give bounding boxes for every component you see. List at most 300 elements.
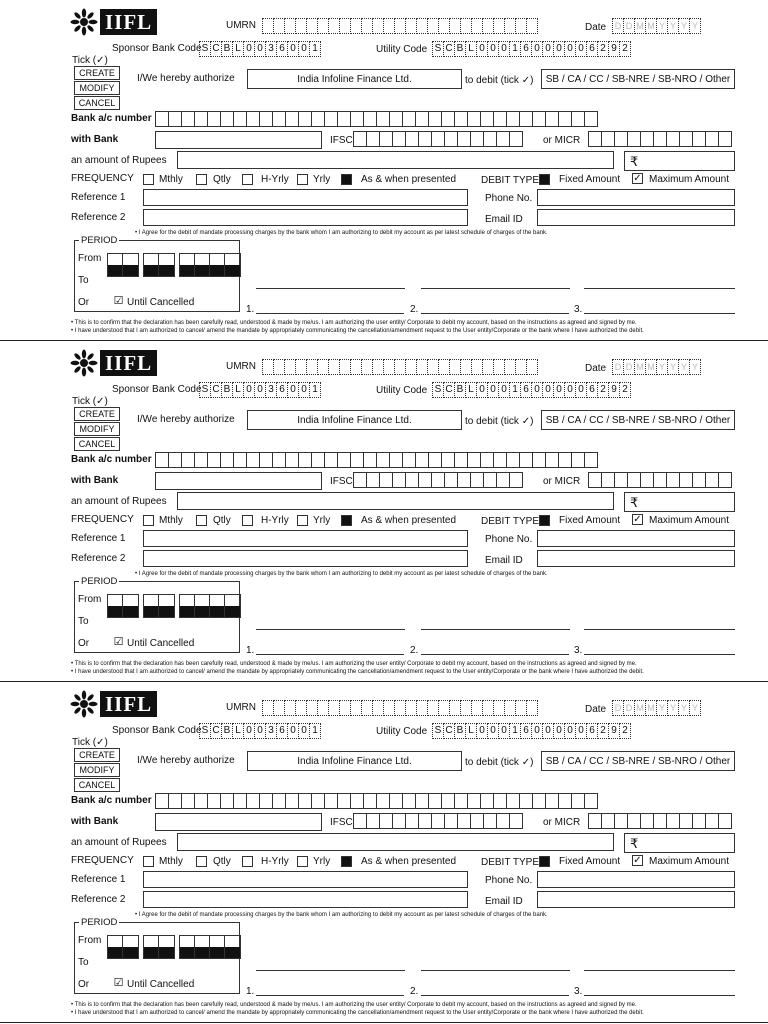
ifsc-field-cell[interactable] — [444, 472, 458, 488]
bank-account-number-field-cell[interactable] — [584, 111, 598, 127]
cancel-option[interactable]: CANCEL — [74, 96, 120, 110]
bank-account-number-field-cell[interactable] — [220, 793, 234, 809]
micr-field-cell[interactable] — [640, 131, 654, 147]
sponsor-bank-code-cell[interactable]: 0 — [287, 723, 299, 739]
utility-code-cell[interactable]: 6 — [520, 382, 532, 398]
bank-account-number-field-cell[interactable] — [246, 111, 260, 127]
email-field[interactable] — [537, 550, 735, 567]
micr-field-cell[interactable] — [705, 472, 719, 488]
utility-code-cell[interactable]: 6 — [586, 723, 598, 739]
micr-field-cell[interactable] — [588, 131, 602, 147]
utility-code-cell[interactable]: 0 — [553, 41, 565, 57]
bank-account-number-field-cell[interactable] — [207, 452, 221, 468]
ifsc-field-cell[interactable] — [366, 813, 380, 829]
date-field-cell[interactable]: M — [645, 18, 657, 34]
utility-code-cell[interactable]: 0 — [476, 723, 488, 739]
bank-account-number-field-cell[interactable] — [337, 452, 351, 468]
bank-account-number-field-cell[interactable] — [298, 452, 312, 468]
sponsor-bank-code-cell[interactable]: 6 — [276, 723, 288, 739]
utility-code-cell[interactable]: 1 — [509, 382, 521, 398]
ifsc-field-cell[interactable] — [457, 472, 471, 488]
bank-account-number-field-cell[interactable] — [376, 111, 390, 127]
sponsor-bank-code-cell[interactable]: C — [210, 41, 222, 57]
bank-account-number-field-cell[interactable] — [571, 793, 585, 809]
until-cancelled-checkbox[interactable]: ☑ — [113, 636, 124, 648]
bank-account-number-field-cell[interactable] — [155, 452, 169, 468]
until-cancelled-checkbox[interactable]: ☑ — [113, 977, 124, 989]
utility-code-cell[interactable]: 2 — [619, 41, 631, 57]
date-field-cell[interactable]: Y — [689, 18, 701, 34]
micr-field-cell[interactable] — [705, 131, 719, 147]
utility-code-cell[interactable]: 1 — [509, 41, 521, 57]
frequency-checkbox[interactable] — [341, 174, 352, 185]
account-type-field[interactable] — [541, 751, 735, 771]
bank-account-number-field-cell[interactable] — [155, 793, 169, 809]
utility-code-cell[interactable]: C — [443, 382, 455, 398]
ifsc-field-cell[interactable] — [431, 472, 445, 488]
bank-account-number-field-cell[interactable] — [532, 793, 546, 809]
bank-account-number-field-cell[interactable] — [298, 111, 312, 127]
utility-code-cell[interactable]: 6 — [586, 41, 598, 57]
email-field[interactable] — [537, 891, 735, 908]
ifsc-field-cell[interactable] — [418, 813, 432, 829]
cancel-option[interactable]: CANCEL — [74, 437, 120, 451]
bank-account-number-field-cell[interactable] — [415, 111, 429, 127]
bank-account-number-field-cell[interactable] — [285, 793, 299, 809]
date-field[interactable] — [612, 359, 700, 375]
micr-field-cell[interactable] — [692, 131, 706, 147]
utility-code-cell[interactable]: 0 — [531, 382, 543, 398]
bank-account-number-field-cell[interactable] — [506, 452, 520, 468]
umrn-field-cell[interactable] — [526, 700, 538, 716]
sponsor-bank-code-cell[interactable]: 1 — [309, 723, 321, 739]
bank-account-number-field-cell[interactable] — [389, 452, 403, 468]
micr-field-cell[interactable] — [679, 813, 693, 829]
utility-code-cell[interactable]: 6 — [520, 41, 532, 57]
micr-field-cell[interactable] — [666, 131, 680, 147]
utility-code[interactable] — [432, 382, 630, 398]
frequency-checkbox[interactable] — [341, 515, 352, 526]
frequency-checkbox[interactable] — [242, 856, 253, 867]
period-date-group[interactable] — [107, 594, 139, 618]
bank-account-number-field-cell[interactable] — [415, 793, 429, 809]
period-date-cell[interactable] — [195, 595, 210, 617]
bank-account-number-field-cell[interactable] — [532, 452, 546, 468]
date-field-cell[interactable]: Y — [667, 18, 679, 34]
bank-account-number-field-cell[interactable] — [194, 452, 208, 468]
period-date-cell[interactable] — [123, 254, 138, 276]
period-date-cell[interactable] — [144, 254, 159, 276]
bank-account-number-field-cell[interactable] — [545, 111, 559, 127]
frequency-checkbox[interactable] — [143, 174, 154, 185]
period-date-cell[interactable] — [180, 936, 195, 958]
period-date-group[interactable] — [143, 935, 175, 959]
bank-account-number-field-cell[interactable] — [402, 793, 416, 809]
email-field[interactable] — [537, 209, 735, 226]
date-field[interactable] — [612, 18, 700, 34]
bank-account-number-field-cell[interactable] — [441, 793, 455, 809]
sponsor-bank-code-cell[interactable]: 0 — [287, 41, 299, 57]
period-date-cell[interactable] — [108, 254, 123, 276]
ifsc-field-cell[interactable] — [353, 813, 367, 829]
account-type-field[interactable] — [541, 410, 735, 430]
bank-account-number-field-cell[interactable] — [545, 793, 559, 809]
micr-field-cell[interactable] — [601, 131, 615, 147]
period-date-grid[interactable] — [107, 594, 245, 618]
utility-code-cell[interactable]: C — [443, 723, 455, 739]
frequency-checkbox[interactable] — [143, 515, 154, 526]
maximum-amount-checkbox[interactable]: ✓ — [633, 855, 642, 866]
ifsc-field-cell[interactable] — [379, 472, 393, 488]
bank-account-number-field-cell[interactable] — [363, 793, 377, 809]
frequency-checkbox[interactable] — [297, 856, 308, 867]
micr-field-cell[interactable] — [705, 813, 719, 829]
utility-code-cell[interactable]: 0 — [476, 382, 488, 398]
bank-account-number-field-cell[interactable] — [168, 452, 182, 468]
date-field-cell[interactable]: Y — [667, 359, 679, 375]
micr-field-cell[interactable] — [679, 472, 693, 488]
bank-account-number-field-cell[interactable] — [324, 452, 338, 468]
date-field-cell[interactable]: Y — [667, 700, 679, 716]
period-date-cell[interactable] — [210, 595, 225, 617]
bank-account-number-field-cell[interactable] — [311, 793, 325, 809]
micr-field-cell[interactable] — [653, 131, 667, 147]
utility-code-cell[interactable]: L — [465, 41, 477, 57]
utility-code-cell[interactable]: L — [465, 723, 477, 739]
sponsor-bank-code-cell[interactable]: B — [221, 41, 233, 57]
bank-account-number-field-cell[interactable] — [428, 793, 442, 809]
ifsc-field-cell[interactable] — [470, 472, 484, 488]
ifsc-field-cell[interactable] — [444, 131, 458, 147]
bank-name-field[interactable] — [155, 472, 322, 490]
amount-in-figures-field[interactable] — [624, 833, 735, 853]
period-date-cell[interactable] — [144, 595, 159, 617]
bank-account-number-field-cell[interactable] — [558, 793, 572, 809]
sponsor-bank-code-cell[interactable]: 0 — [243, 382, 255, 398]
ifsc-field-cell[interactable] — [366, 131, 380, 147]
ifsc-field-cell[interactable] — [418, 131, 432, 147]
ifsc-field-cell[interactable] — [405, 813, 419, 829]
date-field-cell[interactable]: Y — [689, 700, 701, 716]
authorized-entity-field[interactable] — [247, 410, 462, 430]
bank-account-number-field-cell[interactable] — [454, 793, 468, 809]
bank-account-number-field-cell[interactable] — [519, 111, 533, 127]
bank-account-number-field-cell[interactable] — [233, 793, 247, 809]
bank-account-number-field-cell[interactable] — [415, 452, 429, 468]
ifsc-field-cell[interactable] — [405, 131, 419, 147]
utility-code-cell[interactable]: 1 — [509, 723, 521, 739]
utility-code-cell[interactable]: 9 — [608, 382, 620, 398]
cancel-option[interactable]: CANCEL — [74, 778, 120, 792]
modify-option[interactable]: MODIFY — [74, 422, 120, 436]
bank-account-number-field-cell[interactable] — [467, 452, 481, 468]
bank-account-number-field-cell[interactable] — [324, 111, 338, 127]
bank-account-number-field-cell[interactable] — [207, 111, 221, 127]
bank-account-number-field-cell[interactable] — [376, 452, 390, 468]
bank-account-number-field-cell[interactable] — [389, 793, 403, 809]
micr-field-cell[interactable] — [718, 131, 732, 147]
sponsor-bank-code[interactable] — [199, 382, 320, 398]
bank-account-number-field-cell[interactable] — [194, 111, 208, 127]
umrn-field[interactable] — [262, 700, 537, 716]
ifsc-field-cell[interactable] — [431, 131, 445, 147]
sponsor-bank-code-cell[interactable]: 3 — [265, 41, 277, 57]
bank-account-number-field-cell[interactable] — [285, 111, 299, 127]
bank-account-number-field-cell[interactable] — [285, 452, 299, 468]
date-field-cell[interactable]: M — [634, 18, 646, 34]
bank-name-field[interactable] — [155, 131, 322, 149]
utility-code-cell[interactable]: C — [443, 41, 455, 57]
period-date-group[interactable] — [143, 594, 175, 618]
date-field-cell[interactable]: D — [623, 18, 635, 34]
ifsc-field-cell[interactable] — [457, 131, 471, 147]
sponsor-bank-code-cell[interactable]: 6 — [276, 41, 288, 57]
sponsor-bank-code[interactable] — [199, 41, 320, 57]
bank-account-number-field-cell[interactable] — [454, 452, 468, 468]
bank-account-number-field-cell[interactable] — [519, 452, 533, 468]
sponsor-bank-code-cell[interactable]: S — [199, 723, 211, 739]
amount-in-figures-field[interactable] — [624, 151, 735, 171]
fixed-amount-checkbox[interactable] — [539, 515, 550, 526]
period-date-cell[interactable] — [225, 254, 240, 276]
bank-account-number-field-cell[interactable] — [519, 793, 533, 809]
micr-field[interactable] — [588, 472, 731, 488]
bank-account-number-field-cell[interactable] — [233, 111, 247, 127]
utility-code-cell[interactable]: S — [432, 382, 444, 398]
sponsor-bank-code-cell[interactable]: 1 — [309, 382, 321, 398]
period-date-group[interactable] — [107, 935, 139, 959]
utility-code[interactable] — [432, 723, 630, 739]
utility-code-cell[interactable]: 0 — [575, 41, 587, 57]
date-field-cell[interactable]: M — [634, 359, 646, 375]
period-date-group[interactable] — [179, 594, 241, 618]
micr-field-cell[interactable] — [653, 813, 667, 829]
utility-code-cell[interactable]: B — [454, 41, 466, 57]
sponsor-bank-code-cell[interactable]: 0 — [243, 41, 255, 57]
bank-name-field[interactable] — [155, 813, 322, 831]
bank-account-number-field-cell[interactable] — [181, 111, 195, 127]
bank-account-number-field-cell[interactable] — [298, 793, 312, 809]
sponsor-bank-code-cell[interactable]: 0 — [298, 382, 310, 398]
period-date-cell[interactable] — [210, 936, 225, 958]
bank-account-number-field-cell[interactable] — [181, 793, 195, 809]
period-date-cell[interactable] — [159, 254, 174, 276]
bank-account-number-field-cell[interactable] — [337, 111, 351, 127]
bank-account-number-field-cell[interactable] — [311, 452, 325, 468]
micr-field-cell[interactable] — [679, 131, 693, 147]
utility-code-cell[interactable]: 0 — [575, 382, 587, 398]
utility-code-cell[interactable]: 0 — [498, 41, 510, 57]
sponsor-bank-code-cell[interactable]: 1 — [309, 41, 321, 57]
bank-account-number-field-cell[interactable] — [467, 111, 481, 127]
bank-account-number-field-cell[interactable] — [259, 793, 273, 809]
phone-field[interactable] — [537, 530, 735, 547]
period-date-cell[interactable] — [195, 254, 210, 276]
bank-account-number-field[interactable] — [155, 111, 597, 127]
utility-code-cell[interactable]: S — [432, 723, 444, 739]
ifsc-field-cell[interactable] — [392, 472, 406, 488]
period-date-grid[interactable] — [107, 935, 245, 959]
period-date-cell[interactable] — [123, 595, 138, 617]
sponsor-bank-code-cell[interactable]: L — [232, 723, 244, 739]
ifsc-field-cell[interactable] — [483, 472, 497, 488]
sponsor-bank-code-cell[interactable]: L — [232, 41, 244, 57]
sponsor-bank-code-cell[interactable]: B — [221, 382, 233, 398]
bank-account-number-field-cell[interactable] — [259, 452, 273, 468]
bank-account-number-field-cell[interactable] — [155, 111, 169, 127]
bank-account-number-field-cell[interactable] — [584, 452, 598, 468]
bank-account-number-field-cell[interactable] — [350, 452, 364, 468]
maximum-amount-checkbox[interactable]: ✓ — [633, 173, 642, 184]
utility-code-cell[interactable]: 2 — [619, 382, 631, 398]
date-field-cell[interactable]: Y — [678, 359, 690, 375]
period-date-group[interactable] — [179, 253, 241, 277]
ifsc-field-cell[interactable] — [418, 472, 432, 488]
bank-account-number-field[interactable] — [155, 452, 597, 468]
ifsc-field-cell[interactable] — [366, 472, 380, 488]
bank-account-number-field-cell[interactable] — [181, 452, 195, 468]
micr-field-cell[interactable] — [666, 813, 680, 829]
sponsor-bank-code-cell[interactable]: 6 — [276, 382, 288, 398]
frequency-checkbox[interactable] — [297, 515, 308, 526]
bank-account-number-field-cell[interactable] — [506, 793, 520, 809]
micr-field-cell[interactable] — [601, 472, 615, 488]
micr-field-cell[interactable] — [692, 472, 706, 488]
sponsor-bank-code-cell[interactable]: 0 — [243, 723, 255, 739]
bank-account-number-field-cell[interactable] — [402, 111, 416, 127]
utility-code-cell[interactable]: 0 — [575, 723, 587, 739]
date-field-cell[interactable]: D — [623, 359, 635, 375]
bank-account-number-field-cell[interactable] — [493, 111, 507, 127]
micr-field-cell[interactable] — [627, 472, 641, 488]
utility-code-cell[interactable]: 6 — [520, 723, 532, 739]
amount-in-words-field[interactable] — [177, 151, 614, 169]
create-option[interactable]: CREATE — [74, 66, 120, 80]
period-date-cell[interactable] — [108, 936, 123, 958]
utility-code-cell[interactable]: 0 — [542, 41, 554, 57]
period-date-group[interactable] — [179, 935, 241, 959]
account-type-field[interactable] — [541, 69, 735, 89]
bank-account-number-field-cell[interactable] — [233, 452, 247, 468]
ifsc-field-cell[interactable] — [509, 472, 523, 488]
frequency-checkbox[interactable] — [341, 856, 352, 867]
frequency-checkbox[interactable] — [196, 174, 207, 185]
sponsor-bank-code-cell[interactable]: 3 — [265, 723, 277, 739]
modify-option[interactable]: MODIFY — [74, 763, 120, 777]
utility-code-cell[interactable]: 0 — [531, 723, 543, 739]
date-field-cell[interactable]: M — [645, 359, 657, 375]
frequency-checkbox[interactable] — [196, 515, 207, 526]
utility-code-cell[interactable]: 0 — [531, 41, 543, 57]
bank-account-number-field-cell[interactable] — [220, 111, 234, 127]
bank-account-number-field-cell[interactable] — [194, 793, 208, 809]
ifsc-field[interactable] — [353, 131, 522, 147]
utility-code-cell[interactable]: 0 — [498, 382, 510, 398]
micr-field-cell[interactable] — [666, 472, 680, 488]
ifsc-field-cell[interactable] — [483, 813, 497, 829]
bank-account-number-field-cell[interactable] — [545, 452, 559, 468]
date-field-cell[interactable]: Y — [656, 359, 668, 375]
umrn-field-cell[interactable] — [526, 18, 538, 34]
micr-field-cell[interactable] — [588, 813, 602, 829]
utility-code-cell[interactable]: 0 — [476, 41, 488, 57]
sponsor-bank-code-cell[interactable]: S — [199, 41, 211, 57]
date-field-cell[interactable]: D — [623, 700, 635, 716]
period-date-cell[interactable] — [144, 936, 159, 958]
micr-field-cell[interactable] — [718, 472, 732, 488]
amount-in-words-field[interactable] — [177, 492, 614, 510]
ifsc-field-cell[interactable] — [483, 131, 497, 147]
frequency-checkbox[interactable] — [143, 856, 154, 867]
period-date-cell[interactable] — [225, 595, 240, 617]
bank-account-number-field-cell[interactable] — [337, 793, 351, 809]
bank-account-number-field-cell[interactable] — [350, 793, 364, 809]
bank-account-number-field-cell[interactable] — [441, 111, 455, 127]
ifsc-field-cell[interactable] — [353, 472, 367, 488]
bank-account-number-field-cell[interactable] — [389, 111, 403, 127]
ifsc-field-cell[interactable] — [392, 131, 406, 147]
amount-in-figures-field[interactable] — [624, 492, 735, 512]
bank-account-number-field-cell[interactable] — [493, 452, 507, 468]
bank-account-number-field-cell[interactable] — [272, 452, 286, 468]
micr-field[interactable] — [588, 131, 731, 147]
period-date-cell[interactable] — [108, 595, 123, 617]
sponsor-bank-code-cell[interactable]: C — [210, 723, 222, 739]
bank-account-number-field-cell[interactable] — [246, 452, 260, 468]
sponsor-bank-code-cell[interactable]: 0 — [298, 41, 310, 57]
ifsc-field-cell[interactable] — [470, 131, 484, 147]
frequency-checkbox[interactable] — [242, 174, 253, 185]
reference2-field[interactable] — [143, 209, 468, 226]
utility-code-cell[interactable]: 0 — [487, 41, 499, 57]
sponsor-bank-code-cell[interactable]: B — [221, 723, 233, 739]
fixed-amount-checkbox[interactable] — [539, 174, 550, 185]
bank-account-number-field-cell[interactable] — [220, 452, 234, 468]
bank-account-number-field[interactable] — [155, 793, 597, 809]
sponsor-bank-code-cell[interactable]: 0 — [254, 41, 266, 57]
ifsc-field-cell[interactable] — [379, 131, 393, 147]
period-date-cell[interactable] — [180, 254, 195, 276]
umrn-field[interactable] — [262, 18, 537, 34]
period-date-cell[interactable] — [159, 936, 174, 958]
period-date-cell[interactable] — [159, 595, 174, 617]
bank-account-number-field-cell[interactable] — [363, 111, 377, 127]
ifsc-field-cell[interactable] — [379, 813, 393, 829]
umrn-field[interactable] — [262, 359, 537, 375]
bank-account-number-field-cell[interactable] — [350, 111, 364, 127]
reference2-field[interactable] — [143, 891, 468, 908]
micr-field-cell[interactable] — [718, 813, 732, 829]
sponsor-bank-code-cell[interactable]: 0 — [254, 723, 266, 739]
micr-field-cell[interactable] — [614, 813, 628, 829]
utility-code-cell[interactable]: B — [454, 723, 466, 739]
utility-code-cell[interactable]: 0 — [553, 382, 565, 398]
utility-code-cell[interactable]: B — [454, 382, 466, 398]
date-field-cell[interactable]: D — [612, 359, 624, 375]
bank-account-number-field-cell[interactable] — [168, 111, 182, 127]
utility-code-cell[interactable]: 0 — [487, 723, 499, 739]
period-date-group[interactable] — [143, 253, 175, 277]
date-field-cell[interactable]: D — [612, 18, 624, 34]
bank-account-number-field-cell[interactable] — [428, 452, 442, 468]
ifsc-field-cell[interactable] — [405, 472, 419, 488]
utility-code-cell[interactable]: 2 — [597, 382, 609, 398]
period-date-cell[interactable] — [195, 936, 210, 958]
sponsor-bank-code-cell[interactable]: L — [232, 382, 244, 398]
micr-field-cell[interactable] — [653, 472, 667, 488]
authorized-entity-field[interactable] — [247, 69, 462, 89]
phone-field[interactable] — [537, 189, 735, 206]
